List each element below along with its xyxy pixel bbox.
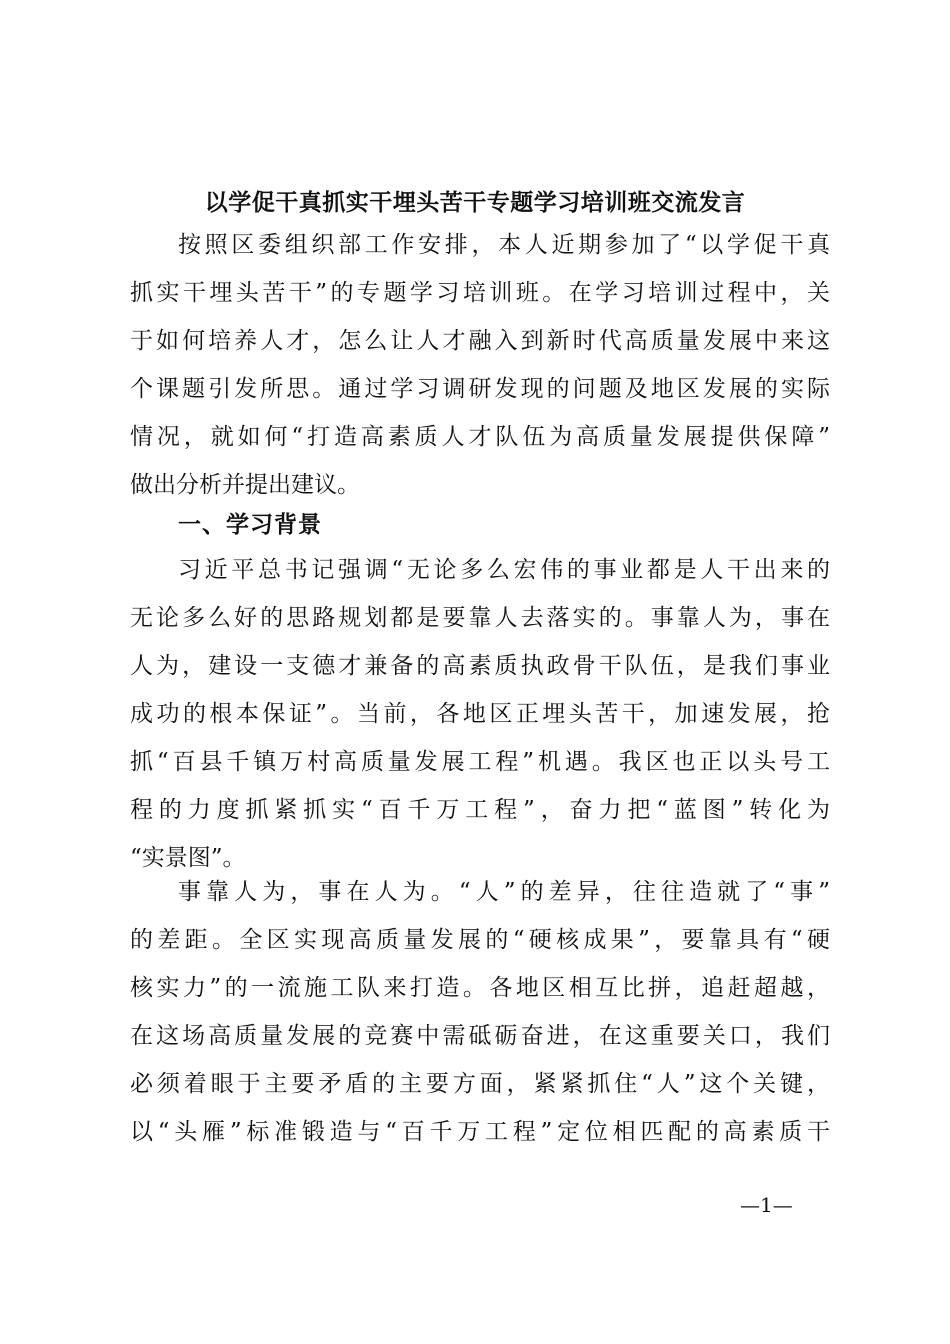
paragraph-line: 人为，建设一支德才兼备的高素质执政骨干队伍，是我们事业 (130, 653, 830, 679)
paragraph-talent (130, 868, 830, 1156)
page-number: —1— (740, 1193, 793, 1217)
paragraph-background (130, 546, 830, 882)
paragraph-line: 抓实干埋头苦干”的专题学习培训班。在学习培训过程中，关 (130, 280, 830, 306)
paragraph-line: 程的力度抓紧抓实“百千万工程”，奋力把“蓝图”转化为 (130, 797, 830, 823)
document-title: 以学促干真抓实干埋头苦干专题学习培训班交流发言 (204, 189, 746, 216)
paragraph-line: 个课题引发所思。通过学习调研发现的问题及地区发展的实际 (130, 376, 830, 402)
paragraph-intro (130, 221, 830, 509)
paragraph-line: 习近平总书记强调“无论多么宏伟的事业都是人干出来的 (178, 557, 830, 583)
paragraph-line: 做出分析并提出建议。 (130, 472, 360, 498)
paragraph-line: 核实力”的一流施工队来打造。各地区相互比拼，追赶超越， (130, 975, 830, 1001)
paragraph-line: 按照区委组织部工作安排，本人近期参加了“以学促干真 (178, 232, 830, 258)
section-heading: 一、学习背景 (178, 511, 322, 538)
paragraph-line: 以“头雁”标准锻造与“百千万工程”定位相匹配的高素质干 (130, 1119, 830, 1145)
paragraph-line: 的差距。全区实现高质量发展的“硬核成果”，要靠具有“硬 (130, 927, 830, 953)
paragraph-line: 情况，就如何“打造高素质人才队伍为高质量发展提供保障” (130, 424, 830, 450)
paragraph-line: 无论多么好的思路规划都是要靠人去落实的。事靠人为，事在 (130, 605, 830, 631)
paragraph-line: 成功的根本保证”。当前，各地区正埋头苦干，加速发展，抢 (130, 701, 830, 727)
paragraph-line: “实景图”。 (130, 845, 246, 871)
paragraph-line: 事靠人为，事在人为。“人”的差异，往往造就了“事” (178, 879, 830, 905)
paragraph-line: 在这场高质量发展的竞赛中需砥砺奋进，在这重要关口，我们 (130, 1023, 830, 1049)
paragraph-line: 必须着眼于主要矛盾的主要方面，紧紧抓住“人”这个关键， (130, 1071, 830, 1097)
paragraph-line: 抓“百县千镇万村高质量发展工程”机遇。我区也正以头号工 (130, 749, 830, 775)
paragraph-line: 于如何培养人才，怎么让人才融入到新时代高质量发展中来这 (130, 328, 830, 354)
